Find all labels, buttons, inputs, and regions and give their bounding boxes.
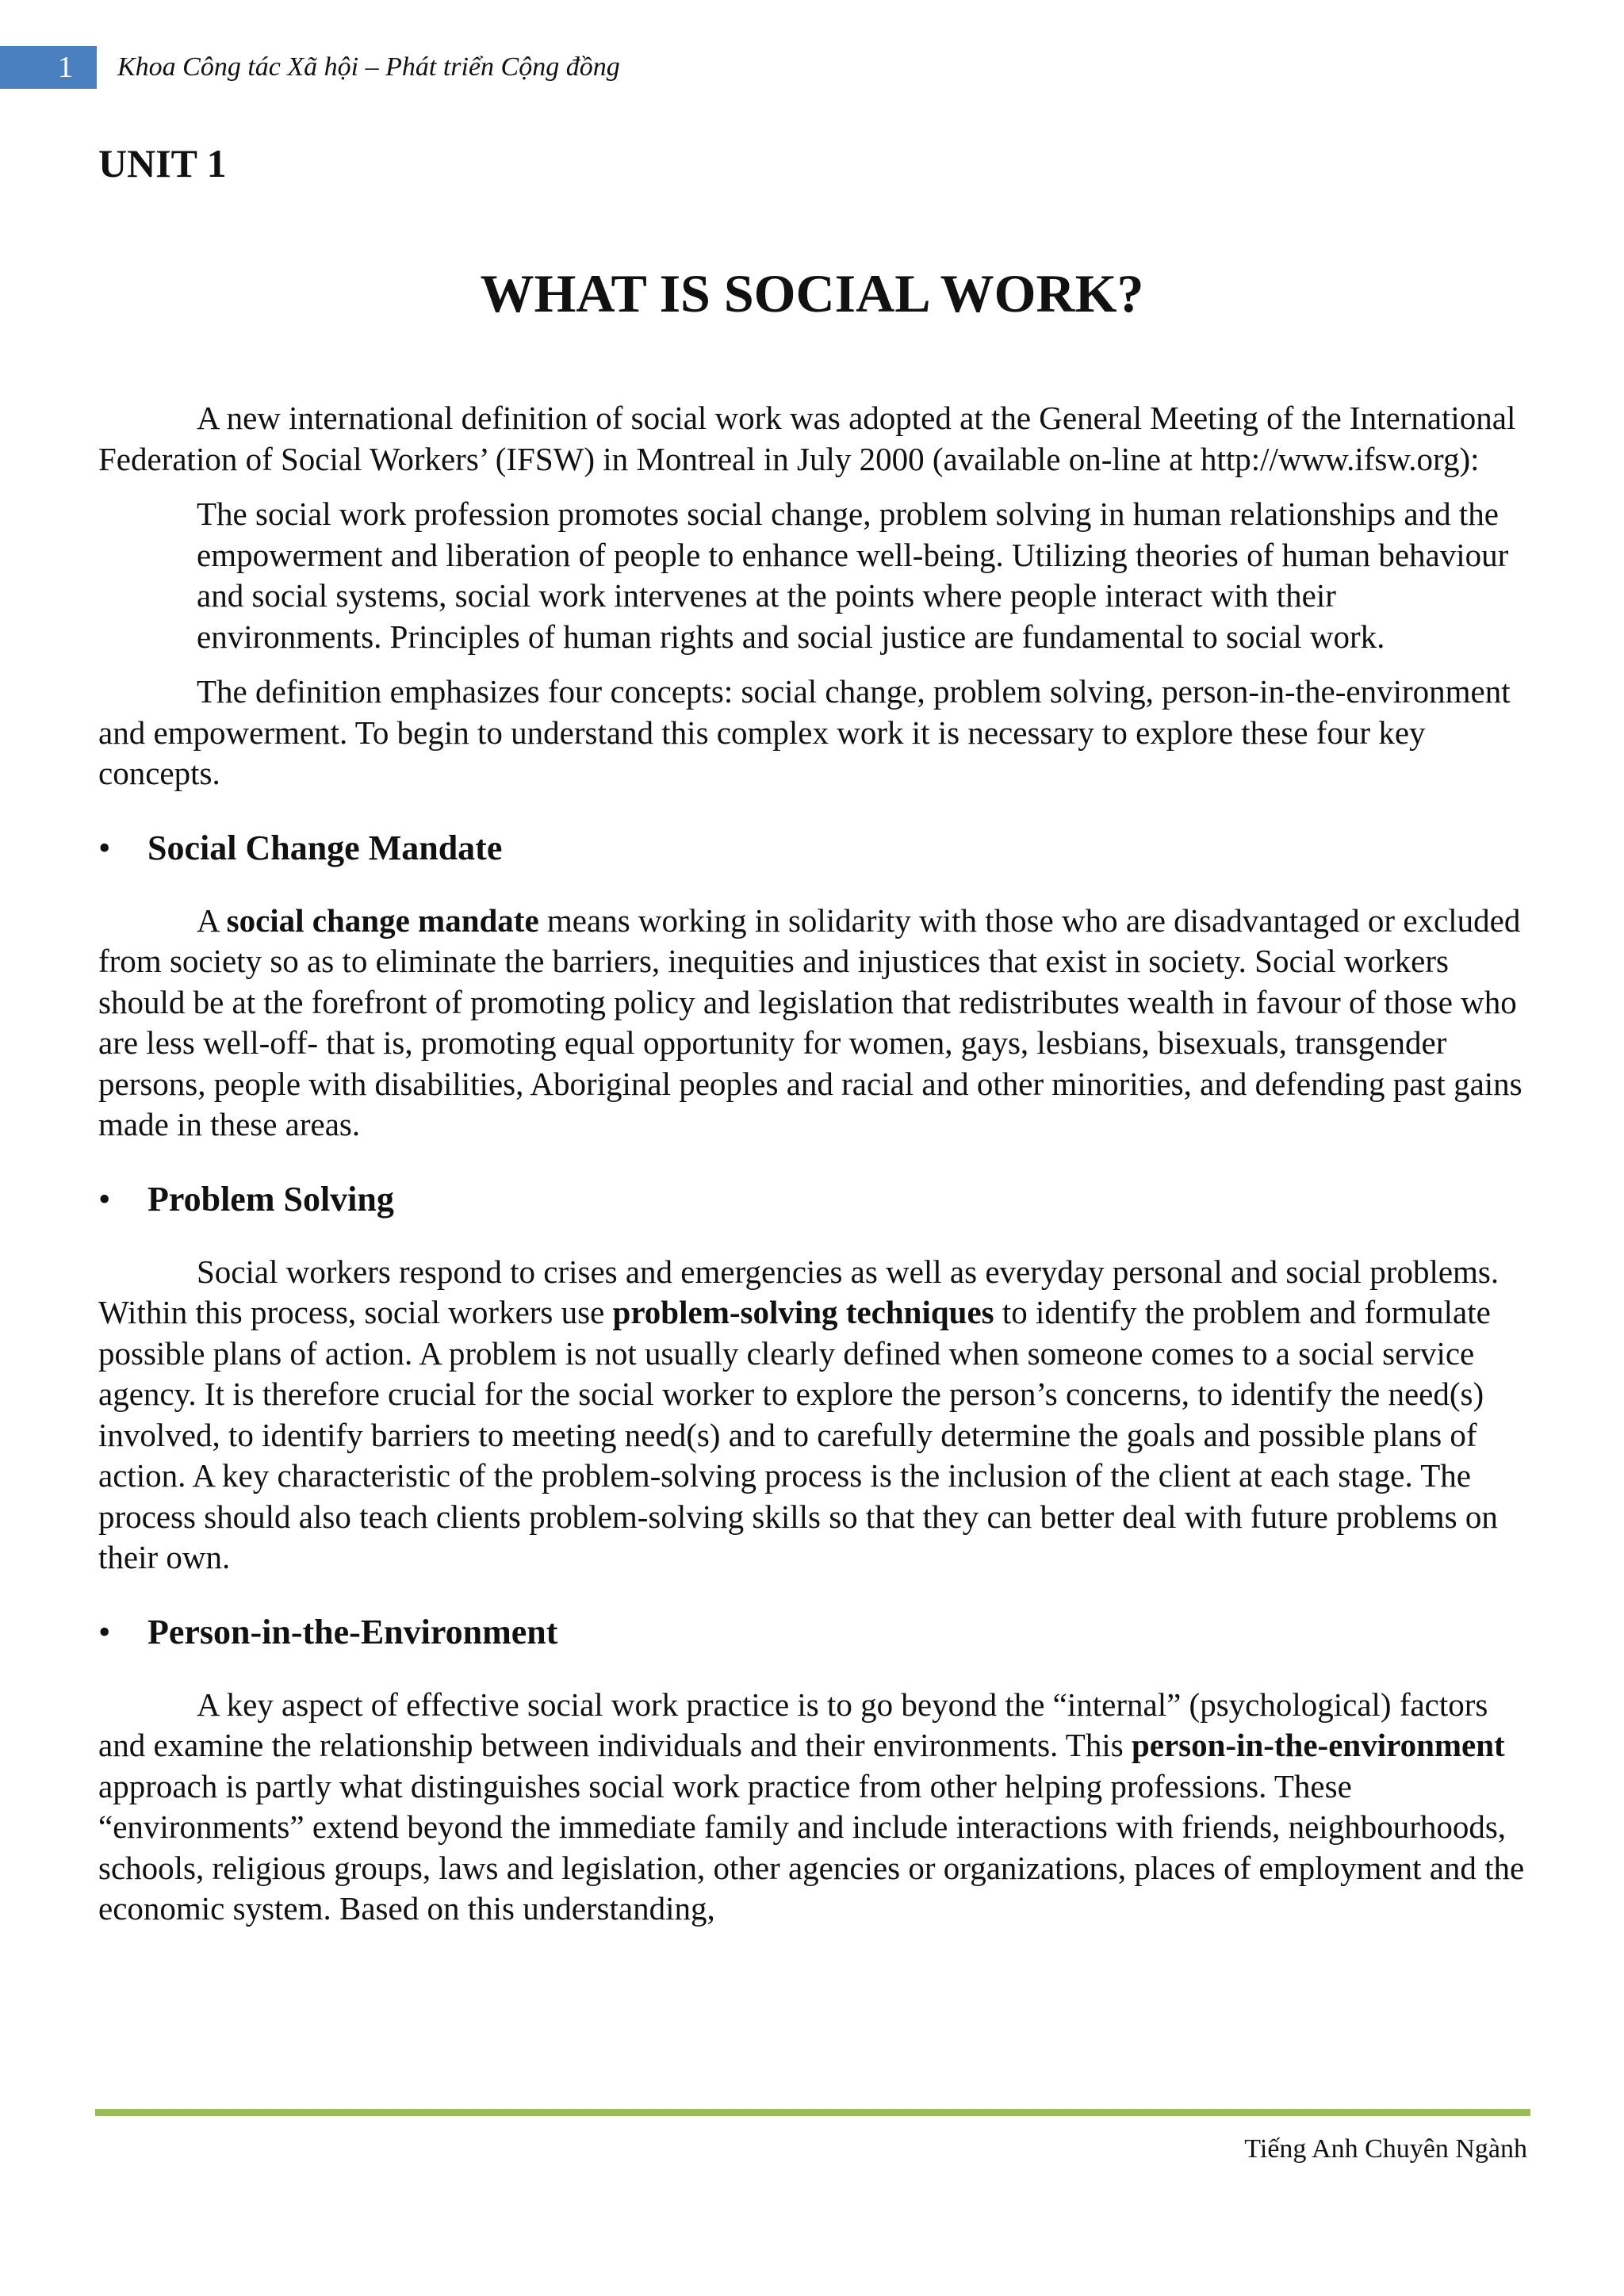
paragraph-text: Social workers respond to crises and emergencies as well as everyday personal and social problems. Within this process, social workers use — [98, 1253, 1500, 1330]
bullet-icon: • — [98, 1612, 111, 1651]
main-content — [98, 398, 1526, 1930]
paragraph-text: approach is partly what distinguishes social work practice from other helping professions. These “environments” extend beyond the immediate family and include interactions with friends, neighbourhoods, schools, religious groups, laws and legislation, other agencies or organizations, places of employment and the economic system. Based on this understanding, — [98, 1767, 1525, 1927]
section-heading-problem-solving — [98, 1177, 1526, 1222]
definition-quote: The social work profession promotes social change, problem solving in human relationships and the empowerment and liberation of people to enhance well-being. Utilizing theories of human behaviour and social systems, social work intervenes at the points where people interact with their environments. Principles of human rights and social justice are fundamental to social work. — [197, 496, 1509, 655]
section-paragraph-problem-solving — [98, 1252, 1526, 1578]
section-heading-text: Social Change Mandate — [147, 828, 503, 867]
section-heading-social-change — [98, 826, 1526, 871]
footer-title: Tiếng Anh Chuyên Ngành — [1244, 2134, 1527, 2164]
section-heading-text: Person-in-the-Environment — [147, 1612, 558, 1651]
section-heading-text: Problem Solving — [147, 1179, 394, 1219]
key-term: social change mandate — [226, 901, 539, 939]
section-paragraph-person-in-environment — [98, 1685, 1526, 1930]
bullet-icon: • — [98, 1179, 111, 1219]
definition-note-paragraph: The definition emphasizes four concepts: social change, problem solving, person-in-the-environment and empowerment. To begin to understand this complex work it is necessary to explore these four key concepts. — [98, 673, 1511, 791]
section-paragraph-social-change — [98, 901, 1526, 1146]
unit-label: UNIT 1 — [98, 141, 227, 186]
intro-paragraph: A new international definition of social work was adopted at the General Meeting of the International Federation of Social Workers’ (IFSW) in Montreal in July 2000 (available on-line at http://www.ifsw.org): — [98, 400, 1516, 477]
paragraph-text: means working in solidarity with those who are disadvantaged or excluded from society so as to eliminate the barriers, inequities and injustices that exist in society. Social workers should be at the forefront of promoting policy and legislation that redistributes wealth in favour of those who are less well-off- that is, promoting equal opportunity for women, gays, lesbians, bisexuals, transgender persons, people with disabilities, Aboriginal peoples and racial and other minorities, and defending past gains made in these areas. — [98, 901, 1522, 1142]
running-header: Khoa Công tác Xã hội – Phát triển Cộng đồng — [117, 52, 620, 82]
page-number-badge: 1 — [0, 46, 97, 89]
key-term: problem-solving techniques — [612, 1294, 994, 1330]
key-term: person-in-the-environment — [1131, 1727, 1505, 1763]
footer-rule — [95, 2109, 1530, 2116]
paragraph-text: A — [197, 901, 227, 939]
page-title: WHAT IS SOCIAL WORK? — [480, 263, 1144, 323]
paragraph-text: A key aspect of effective social work practice is to go beyond the “internal” (psychological) factors and examine the relationship between individuals and their environments. This — [98, 1686, 1488, 1763]
section-heading-person-in-environment — [98, 1610, 1526, 1655]
paragraph-text: to identify the problem and formulate possible plans of action. A problem is not usually clearly defined when someone comes to a social service agency. It is therefore crucial for the social worker to explore the person’s concerns, to identify the need(s) involved, to identify barriers to meeting need(s) and to carefully determine the goals and possible plans of action. A key characteristic of the problem-solving process is the inclusion of the client at each stage. The process should also teach clients problem-solving skills so that they can better deal with future problems on their own. — [98, 1294, 1498, 1575]
bullet-icon: • — [98, 828, 111, 867]
